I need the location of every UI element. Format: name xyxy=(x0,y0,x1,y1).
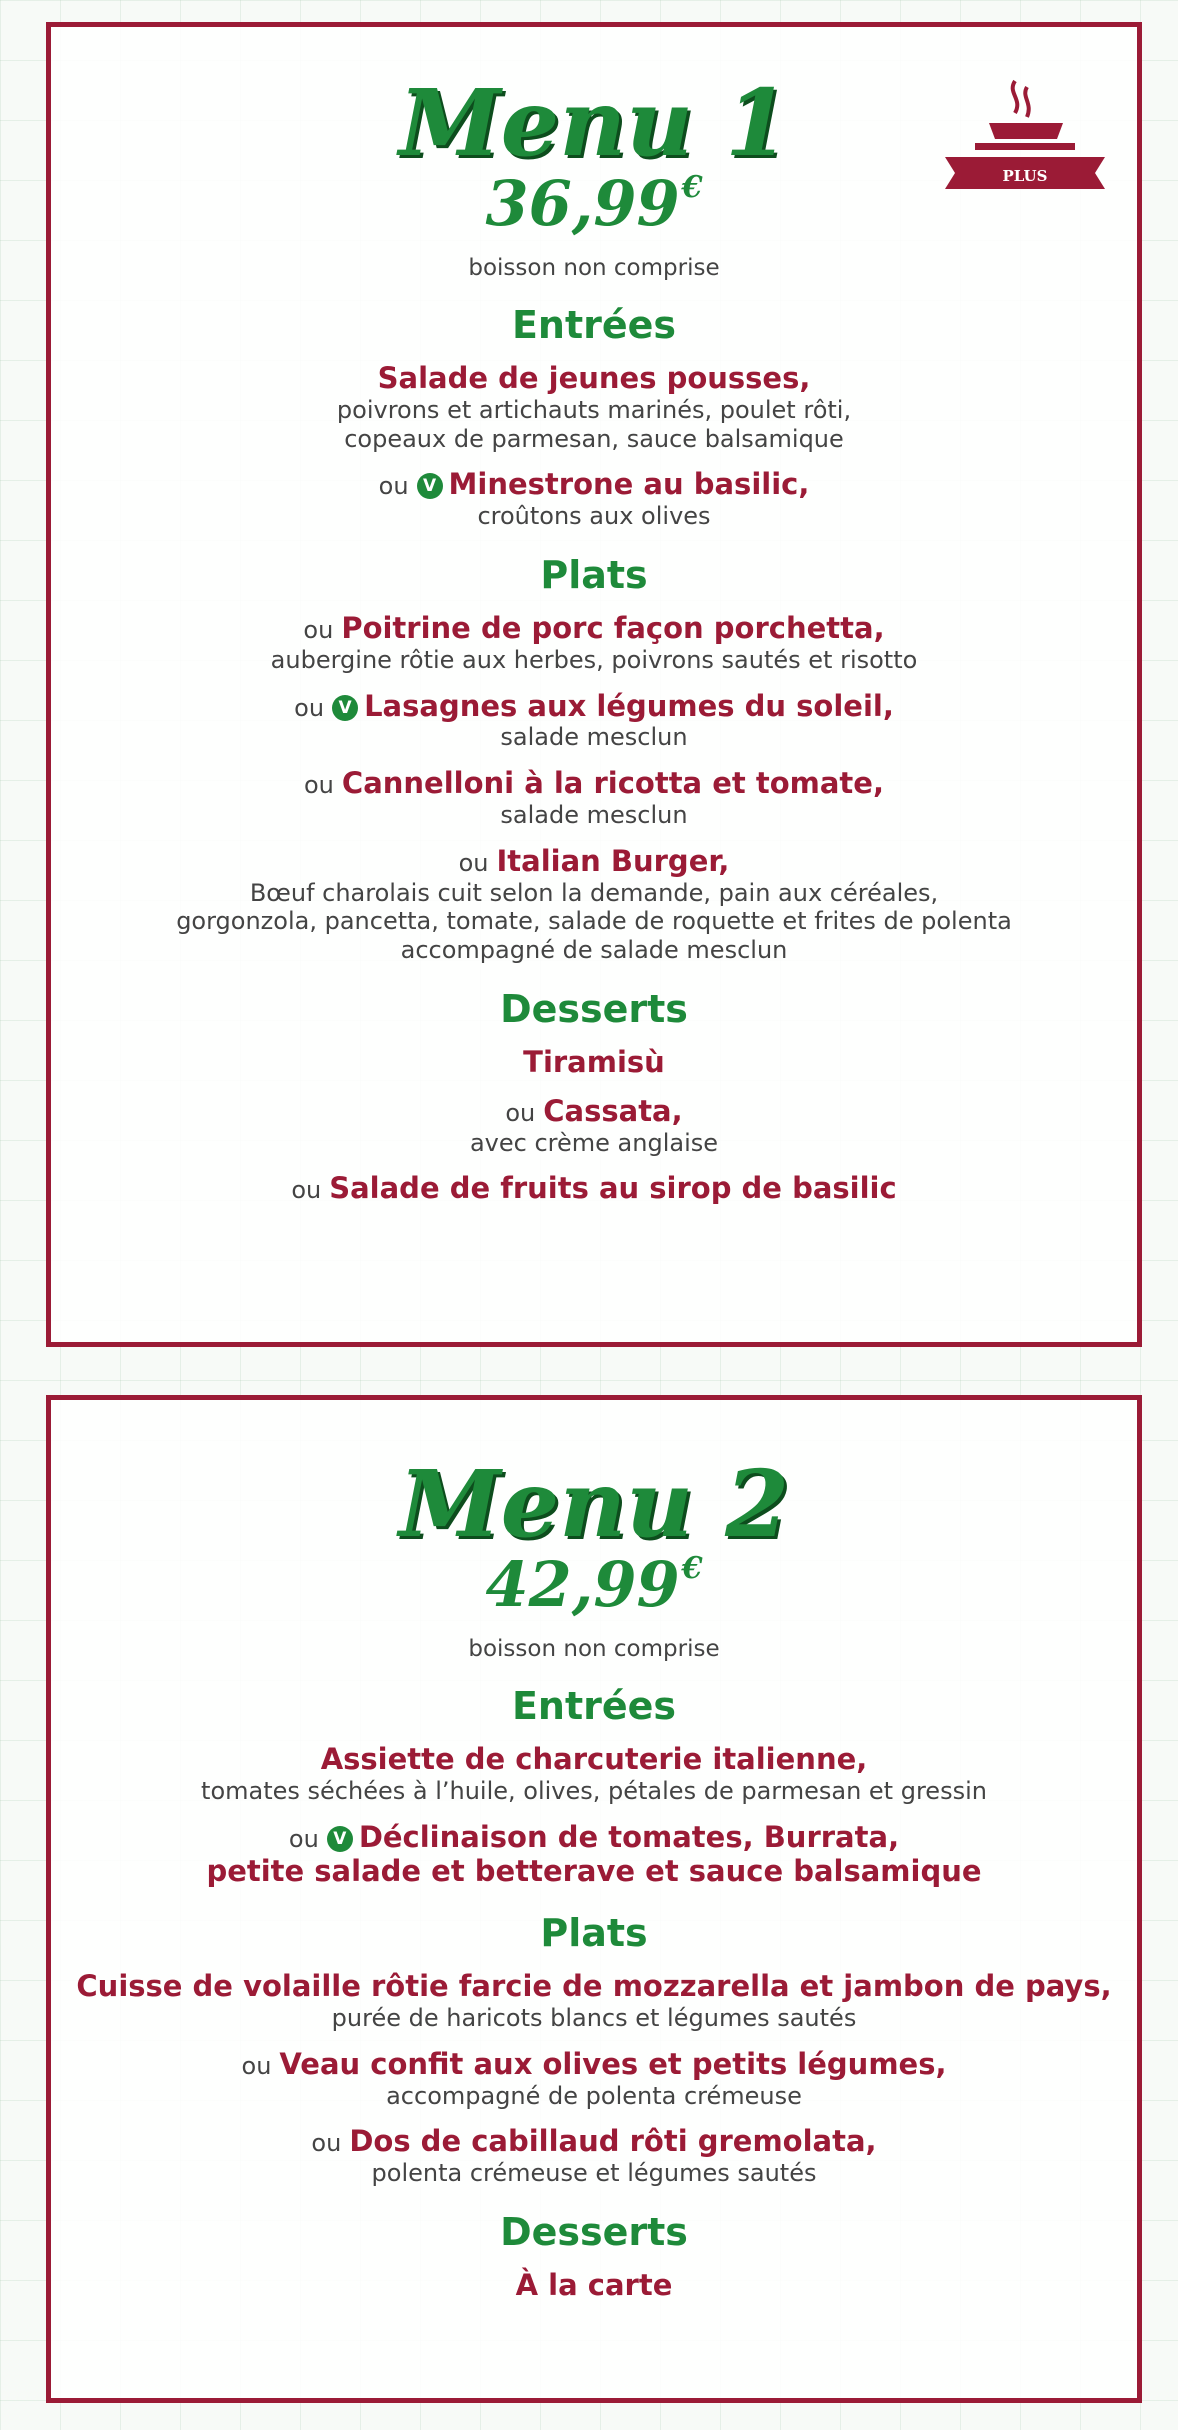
menu-item xyxy=(51,1094,1137,1158)
menu-item xyxy=(51,1742,1137,1806)
menu-item xyxy=(51,611,1137,675)
dish-name: Cassata, xyxy=(543,1093,683,1128)
dish-description: polenta crémeuse et légumes sautés xyxy=(371,2159,817,2188)
dish-description: copeaux de parmesan, sauce balsamique xyxy=(344,424,844,453)
menu-item xyxy=(51,844,1137,965)
drink-note: boisson non comprise xyxy=(468,1636,720,1662)
menu-item xyxy=(51,1820,1137,1890)
dish-description: salade mesclun xyxy=(500,800,688,829)
dish-name: Tiramisù xyxy=(523,1044,665,1079)
dish-description: aubergine rôtie aux herbes, poivrons sautés et risotto xyxy=(270,645,918,674)
section-heading-plats: Plats xyxy=(540,1911,648,1956)
dish-name-continued: petite salade et betterave et sauce balsamique xyxy=(206,1854,982,1889)
or-prefix: ou xyxy=(505,1098,536,1127)
section-heading-desserts: Desserts xyxy=(500,2209,688,2254)
dish-name: Dos de cabillaud rôti gremolata, xyxy=(349,2124,877,2159)
menu-item xyxy=(51,1969,1137,2033)
menu-title: Menu 2 xyxy=(398,1450,790,1558)
dish-name: Lasagnes aux légumes du soleil, xyxy=(364,688,894,723)
dish-description: Bœuf charolais cuit selon la demande, pain aux céréales, xyxy=(249,878,939,907)
menu-item xyxy=(51,2268,1137,2303)
dish-name: Veau confit aux olives et petits légumes, xyxy=(279,2046,947,2081)
vegetarian-icon: V xyxy=(327,1826,353,1852)
or-prefix: ou xyxy=(311,2129,342,2158)
menu-item xyxy=(51,2124,1137,2188)
plus-badge-label: PLUS xyxy=(1002,167,1048,185)
drink-note: boisson non comprise xyxy=(468,255,720,281)
dish-name: Salade de jeunes pousses, xyxy=(377,361,811,395)
vegetarian-icon: V xyxy=(417,473,443,499)
dish-name: Poitrine de porc façon porchetta, xyxy=(341,610,885,645)
menu-item xyxy=(51,361,1137,453)
menu-item xyxy=(51,1045,1137,1080)
section-heading-entrees: Entrées xyxy=(511,303,677,347)
menu-item xyxy=(51,467,1137,531)
dish-description: accompagné de polenta crémeuse xyxy=(386,2081,802,2110)
currency-symbol: € xyxy=(681,1551,703,1586)
dish-description: gorgonzola, pancetta, tomate, salade de roquette et frites de polenta xyxy=(176,907,1012,936)
menu-price xyxy=(51,1548,1137,1621)
menu-2-card xyxy=(46,1395,1142,2403)
dish-description: salade mesclun xyxy=(500,723,688,752)
dish-name: Déclinaison de tomates, Burrata, xyxy=(358,1819,900,1854)
vegetarian-icon: V xyxy=(332,695,358,721)
or-prefix: ou xyxy=(458,848,489,877)
section-heading-plats: Plats xyxy=(540,552,648,597)
dish-name: Italian Burger, xyxy=(496,843,730,878)
dish-description: croûtons aux olives xyxy=(477,502,711,531)
menu-1-card xyxy=(46,22,1142,1347)
currency-symbol: € xyxy=(681,170,703,205)
section-heading-desserts: Desserts xyxy=(500,986,688,1031)
plus-dish-icon xyxy=(945,73,1105,203)
or-prefix: ou xyxy=(291,1176,322,1205)
menu-item xyxy=(51,689,1137,753)
section-heading-entrees: Entrées xyxy=(511,1684,677,1728)
or-prefix: ou xyxy=(294,693,325,722)
dish-name: Cuisse de volaille rôtie farcie de mozzarella et jambon de pays, xyxy=(76,1969,1112,2004)
dish-name: Cannelloni à la ricotta et tomate, xyxy=(341,766,884,801)
menu-item xyxy=(51,1171,1137,1206)
or-prefix: ou xyxy=(241,2051,272,2080)
price-value: 36,99 xyxy=(485,167,680,240)
or-prefix: ou xyxy=(303,615,334,644)
menu-item xyxy=(51,766,1137,830)
or-prefix: ou xyxy=(304,771,334,800)
menu-title: Menu 1 xyxy=(398,69,790,177)
menu-item xyxy=(51,2047,1137,2111)
dish-description: avec crème anglaise xyxy=(469,1128,719,1157)
dish-name: Assiette de charcuterie italienne, xyxy=(320,1742,868,1776)
dish-description: accompagné de salade mesclun xyxy=(400,936,788,965)
dish-description: poivrons et artichauts marinés, poulet rôti, xyxy=(336,395,852,424)
price-value: 42,99 xyxy=(485,1548,680,1621)
dish-name: Salade de fruits au sirop de basilic xyxy=(329,1171,897,1206)
dish-description: tomates séchées à l’huile, olives, pétales de parmesan et gressin xyxy=(201,1776,987,1805)
or-prefix: ou xyxy=(288,1824,319,1853)
dish-name: Minestrone au basilic, xyxy=(448,467,810,502)
or-prefix: ou xyxy=(378,472,409,501)
dish-description: purée de haricots blancs et légumes sautés xyxy=(331,2003,857,2032)
dish-name: À la carte xyxy=(515,2267,673,2302)
